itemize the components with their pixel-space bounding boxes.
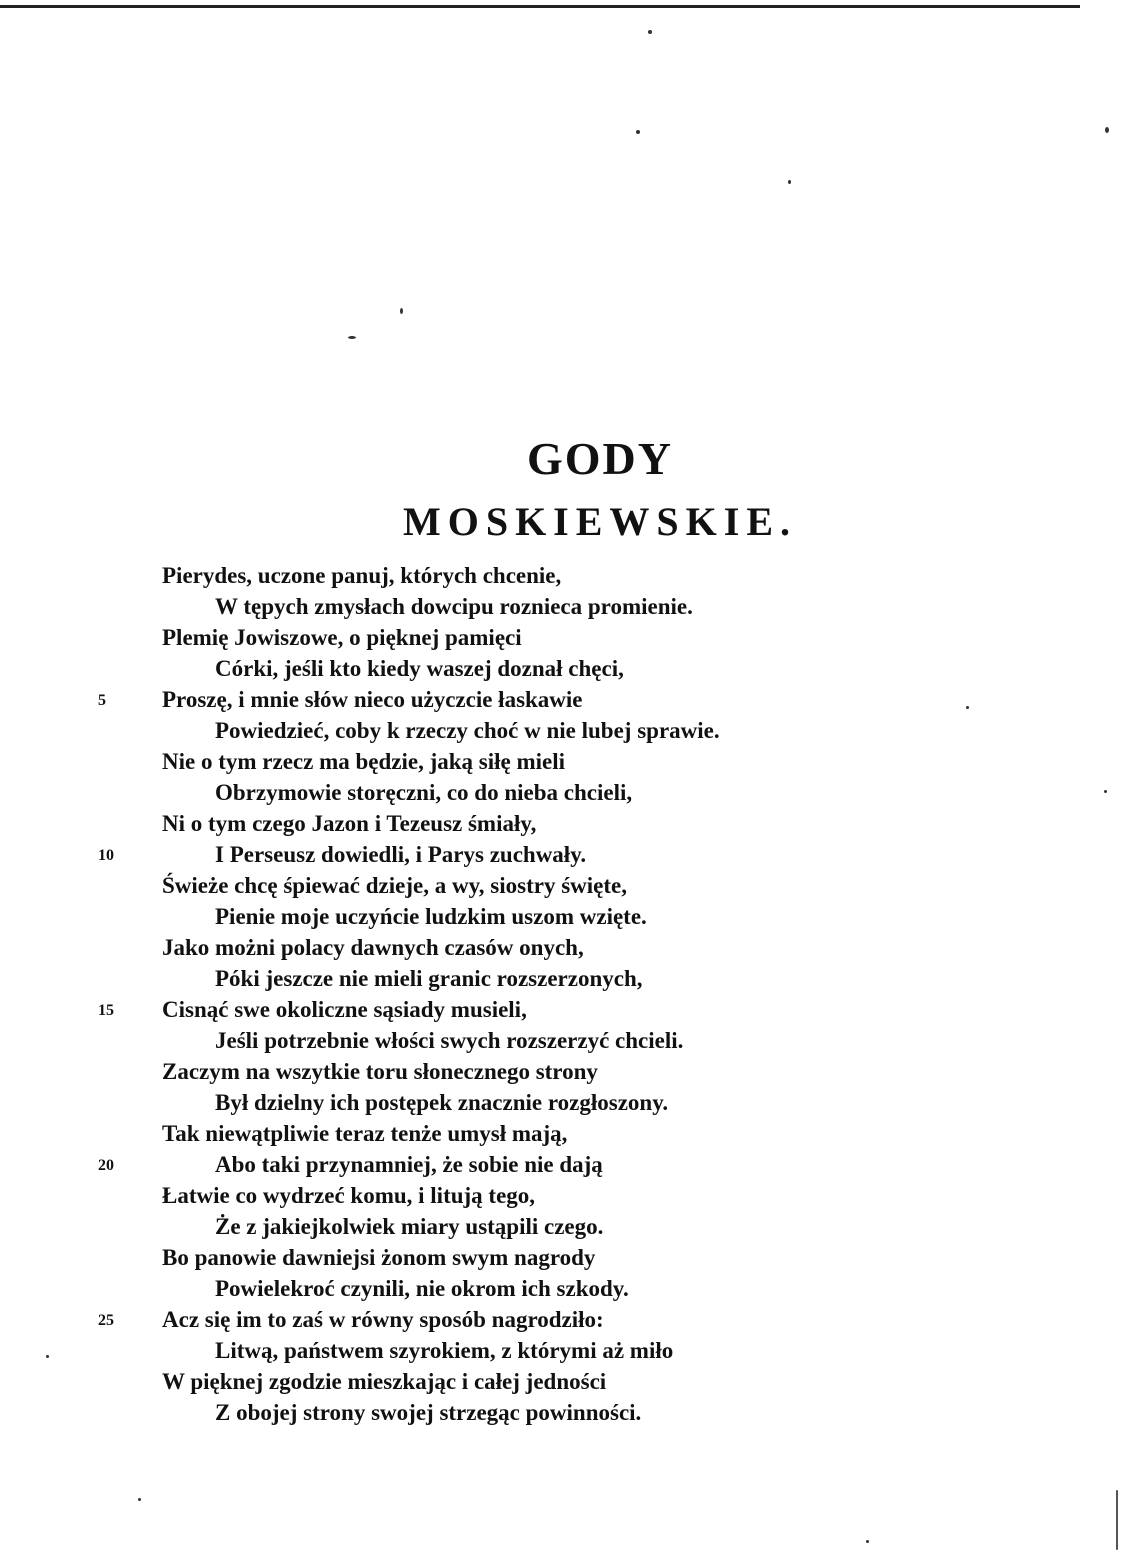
poem-line: Póki jeszcze nie mieli granic rozszerzonych, (215, 966, 643, 991)
poem-line: Świeże chcę śpiewać dzieje, a wy, siostry święte, (162, 873, 627, 898)
poem-line: Pierydes, uczone panuj, których chcenie, (162, 563, 562, 588)
poem-line: Córki, jeśli kto kiedy waszej doznał chęci, (215, 656, 624, 681)
poem-line: Plemię Jowiszowe, o pięknej pamięci (162, 625, 522, 650)
poem-line: Ni o tym czego Jazon i Tezeusz śmiały, (162, 811, 537, 836)
line-number: 25 (98, 1312, 114, 1329)
print-speck (46, 1355, 49, 1358)
print-speck (348, 336, 356, 339)
print-speck (1116, 1490, 1118, 1550)
print-speck (400, 308, 403, 314)
poem-line: Cisnąć swe okoliczne sąsiady musieli, (162, 997, 527, 1022)
poem-line: Abo taki przynamniej, że sobie nie dają (215, 1152, 603, 1177)
print-speck (1105, 127, 1109, 133)
print-speck (648, 30, 652, 34)
poem-line: Litwą, państwem szyrokiem, z którymi aż miło (215, 1338, 674, 1363)
poem-line: Z obojej strony swojej strzegąc powinności. (215, 1400, 642, 1425)
poem-line: Pienie moje uczyńcie ludzkim uszom wzięte. (215, 904, 647, 929)
line-number: 15 (98, 1002, 114, 1019)
poem-line: W pięknej zgodzie mieszkając i całej jedności (162, 1369, 607, 1394)
poem-line: Jeśli potrzebnie włości swych rozszerzyć chcieli. (215, 1028, 684, 1053)
poem-line: Zaczym na wszytkie toru słonecznego strony (162, 1059, 598, 1084)
page-title: GODY (527, 433, 673, 484)
poem-line: Acz się im to zaś w równy sposób nagrodziło: (162, 1307, 604, 1332)
print-speck (966, 706, 969, 709)
poem-line: Powielekroć czynili, nie okrom ich szkody. (215, 1276, 629, 1301)
poem-line: I Perseusz dowiedli, i Parys zuchwały. (215, 842, 587, 867)
poem-line: Obrzymowie storęczni, co do nieba chcieli, (215, 780, 633, 805)
line-number: 10 (98, 847, 114, 864)
poem-line: Że z jakiejkolwiek miary ustąpili czego. (215, 1214, 604, 1239)
print-speck (788, 180, 791, 184)
poem-line: W tępych zmysłach dowcipu roznieca promienie. (215, 594, 693, 619)
line-number: 5 (98, 692, 106, 709)
print-speck (636, 130, 640, 134)
poem-line: Łatwie co wydrzeć komu, i litują tego, (162, 1183, 536, 1208)
poem-line: Był dzielny ich postępek znacznie rozgłoszony. (215, 1090, 669, 1115)
line-number: 20 (98, 1157, 114, 1174)
poem-line: Nie o tym rzecz ma będzie, jaką siłę mieli (162, 749, 566, 774)
poem-line: Tak niewątpliwie teraz tenże umysł mają, (162, 1121, 568, 1146)
print-speck (138, 1498, 141, 1501)
poem-line: Jako możni polacy dawnych czasów onych, (162, 935, 584, 960)
print-speck (866, 1540, 869, 1543)
print-speck (1104, 790, 1107, 793)
page-subtitle: MOSKIEWSKIE. (402, 499, 798, 544)
poem-line: Bo panowie dawniejsi żonom swym nagrody (162, 1245, 596, 1270)
poem-line: Powiedzieć, coby k rzeczy choć w nie lubej sprawie. (215, 718, 720, 743)
top-rule (0, 5, 1080, 8)
poem-line: Proszę, i mnie słów nieco użyczcie łaskawie (162, 687, 583, 712)
